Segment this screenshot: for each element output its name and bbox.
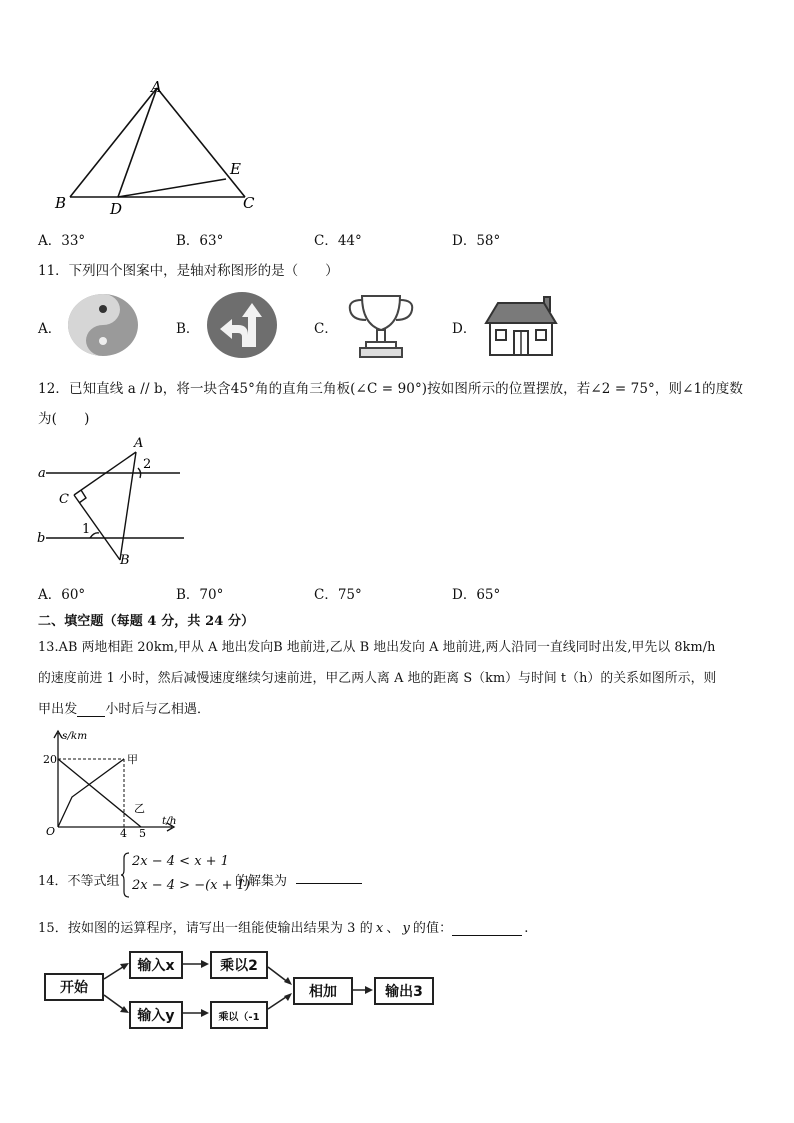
q10-option-a[interactable]: A．33° [38, 233, 86, 249]
q13-line3-start: 甲出发 [38, 702, 78, 717]
graph-x-tick-5: 5 [139, 827, 146, 837]
brace-icon [120, 852, 130, 898]
label-A: A [134, 436, 144, 451]
q12-parallel-lines-figure [34, 432, 194, 572]
graph-origin: O [46, 825, 56, 837]
q15-stem-end: 的值： [412, 921, 453, 936]
label-B: B [120, 553, 130, 568]
turn-sign-icon [206, 291, 278, 359]
graph-xlabel: t/h [162, 815, 177, 827]
label-b: b [37, 531, 46, 546]
graph-series-jia: 甲 [127, 753, 138, 766]
graph-y-tick-20: 20 [43, 753, 57, 766]
flow-add-box: 相加 [293, 977, 353, 1005]
q12-stem-line1: 12．已知直线 a // b，将一块含45°角的直角三角板(∠C = 90°)按如图所示的位置摆放，若∠2 = 75°，则∠1的度数 [38, 381, 743, 397]
label-C: C [243, 194, 255, 212]
q15-var-y: y [402, 921, 410, 936]
q15-sep: 、 [386, 921, 400, 936]
q13-line2: 的速度前进 1 小时，然后减慢速度继续匀速前进，甲乙两人离 A 地的距离 S（km）与时间 t（h）的关系如图所示，则 [38, 671, 717, 686]
flow-output-box: 输出3 [374, 977, 434, 1005]
label-a: a [38, 466, 46, 481]
trophy-icon [344, 290, 418, 360]
flow-multiply-neg1-box: 乘以（-1 [210, 1001, 268, 1029]
q15-period: . [524, 921, 529, 936]
q12-option-b[interactable]: B．70° [176, 587, 224, 603]
label-C: C [59, 492, 69, 507]
q10-option-c[interactable]: C．44° [314, 233, 362, 249]
q13-distance-time-graph [40, 727, 190, 837]
q11-option-a-letter[interactable]: A． [38, 321, 62, 337]
section2-heading: 二、填空题（每题 4 分，共 24 分） [38, 614, 255, 629]
flow-multiply-2-box: 乘以2 [210, 951, 268, 979]
q14-inequality-1: 2x − 4 < x + 1 [132, 854, 229, 869]
yin-yang-icon [66, 292, 140, 358]
q14-inequality-2: 2x − 4 > −(x + 1) [132, 878, 250, 893]
label-E: E [230, 160, 241, 178]
house-icon [482, 293, 560, 357]
q11-option-d-letter[interactable]: D． [452, 321, 477, 337]
graph-series-yi: 乙 [134, 802, 145, 815]
graph-ylabel: s/km [62, 730, 88, 742]
q11-options [38, 290, 578, 360]
label-B: B [55, 194, 67, 212]
label-2: 2 [143, 457, 152, 472]
graph-x-tick-4: 4 [120, 827, 127, 837]
q15-answer-blank[interactable] [452, 921, 522, 936]
q14-suffix: 的解集为 [235, 874, 288, 889]
q12-options [38, 583, 558, 601]
q13-line1: 13.AB 两地相距 20km,甲从 A 地出发向B 地前进,乙从 B 地出发向 A 地前进,两人沿同一直线同时出发,甲先以 8km/h [38, 640, 716, 655]
q12-option-a[interactable]: A．60° [38, 587, 86, 603]
label-D: D [110, 200, 123, 218]
q10-options [38, 229, 558, 247]
flow-start-box: 开始 [44, 973, 104, 1001]
q11-option-c-letter[interactable]: C． [314, 321, 338, 337]
q14 [38, 852, 398, 900]
q12-option-d[interactable]: D．65° [452, 587, 501, 603]
q14-prefix: 14．不等式组 [38, 874, 120, 889]
flow-input-y-box: 输入y [129, 1001, 183, 1029]
q13-line3 [38, 698, 210, 717]
q11-stem: 11．下列四个图案中，是轴对称图形的是（ ） [38, 263, 339, 279]
q12-option-c[interactable]: C．75° [314, 587, 362, 603]
q14-answer-blank[interactable] [296, 869, 362, 884]
label-A: A [151, 78, 162, 96]
q10-option-d[interactable]: D．58° [452, 233, 501, 249]
q11-option-b-letter[interactable]: B． [176, 321, 200, 337]
q13-line3-end: 小时后与乙相遇． [105, 702, 211, 717]
q15-var-x: x [375, 921, 384, 936]
q10-triangle-figure [50, 76, 270, 218]
flow-input-x-box: 输入x [129, 951, 183, 979]
label-1: 1 [82, 522, 91, 537]
q15-stem [38, 917, 528, 936]
q13-answer-blank[interactable] [77, 702, 105, 717]
q12-stem-line2: 为( ) [38, 411, 90, 427]
q10-option-b[interactable]: B．63° [176, 233, 224, 249]
q15-flowchart [40, 945, 440, 1035]
q15-stem-start: 15．按如图的运算程序，请写出一组能使输出结果为 3 的 [38, 921, 373, 936]
